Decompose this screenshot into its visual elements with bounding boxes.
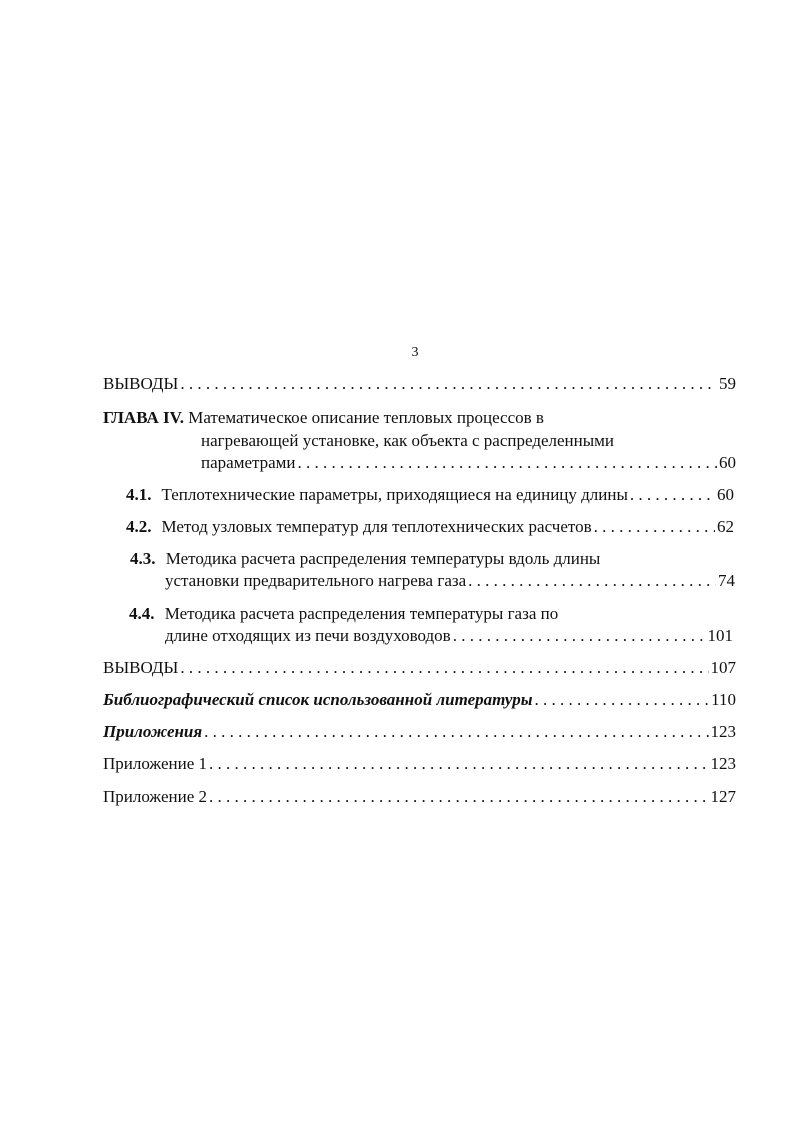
section-title-line-1: Методика расчета распределения температуры вдоль длины — [165, 549, 601, 568]
page-number: 3 — [411, 345, 419, 360]
dot-leader — [453, 624, 706, 648]
toc-entry-appendices — [103, 720, 736, 744]
toc-entry-section-4-1 — [126, 483, 734, 507]
section-title-line-2: длине отходящих из печи воздуховодов — [165, 626, 451, 645]
toc-entry-title: Библиографический список использованной литературы — [103, 690, 533, 709]
toc-entry-page: 60 — [717, 485, 734, 504]
toc-entry-page: 123 — [710, 754, 736, 773]
toc-entry-title: Приложение 2 — [103, 787, 207, 806]
section-title: Теплотехнические параметры, приходящиеся на единицу длины — [161, 485, 628, 504]
dot-leader — [209, 752, 709, 776]
toc-entry-title: ВЫВОДЫ — [103, 374, 179, 393]
dot-leader — [204, 720, 708, 744]
toc-entry-chapter-4 — [201, 451, 736, 475]
dot-leader — [180, 656, 708, 680]
dot-leader — [298, 451, 717, 475]
toc-entry-appendix-2 — [103, 785, 736, 809]
toc-section-4-4-heading — [129, 602, 558, 626]
toc-entry-page: 123 — [710, 722, 736, 741]
toc-entry-page: 60 — [719, 453, 736, 472]
toc-entry-page: 101 — [707, 626, 733, 645]
toc-entry-page: 59 — [719, 374, 736, 393]
toc-entry-page: 127 — [710, 787, 736, 806]
chapter-title-line-1: Математическое описание тепловых процессов в — [188, 408, 544, 427]
toc-entry-page: 74 — [718, 571, 735, 590]
toc-entry-section-4-4 — [165, 624, 733, 648]
section-number: 4.2. — [126, 517, 152, 536]
toc-section-4-3-heading — [130, 547, 600, 571]
toc-entry-section-4-3 — [165, 569, 735, 593]
section-title-line-1: Методика расчета распределения температуры газа по — [164, 604, 559, 623]
toc-entry-title: ВЫВОДЫ — [103, 658, 179, 677]
dot-leader — [180, 372, 717, 396]
toc-chapter-4-heading — [103, 406, 544, 430]
toc-entry-title: Приложение 1 — [103, 754, 207, 773]
toc-entry-section-4-2 — [126, 515, 734, 539]
toc-entry-page: 107 — [710, 658, 736, 677]
dot-leader — [468, 569, 716, 593]
toc-entry-title: Приложения — [103, 722, 203, 741]
toc-entry-page: 62 — [717, 517, 734, 536]
toc-entry-bibliography — [103, 688, 736, 712]
toc-entry-conclusions-1 — [103, 372, 736, 396]
section-title: Метод узловых температур для теплотехнических расчетов — [161, 517, 592, 536]
dot-leader — [535, 688, 710, 712]
dot-leader — [209, 785, 709, 809]
toc-entry-page: 110 — [711, 690, 736, 709]
chapter-title-line-3: параметрами — [201, 453, 296, 472]
dot-leader — [630, 483, 715, 507]
section-number: 4.1. — [126, 485, 152, 504]
dot-leader — [594, 515, 715, 539]
section-number: 4.4. — [129, 604, 155, 623]
chapter-title-line-2: нагревающей установке, как объекта с распределенными — [201, 431, 615, 450]
toc-entry-conclusions-2 — [103, 656, 736, 680]
chapter-label: ГЛАВА IV. — [103, 408, 184, 427]
toc-entry-appendix-1 — [103, 752, 736, 776]
section-number: 4.3. — [130, 549, 156, 568]
section-title-line-2: установки предварительного нагрева газа — [165, 571, 467, 590]
